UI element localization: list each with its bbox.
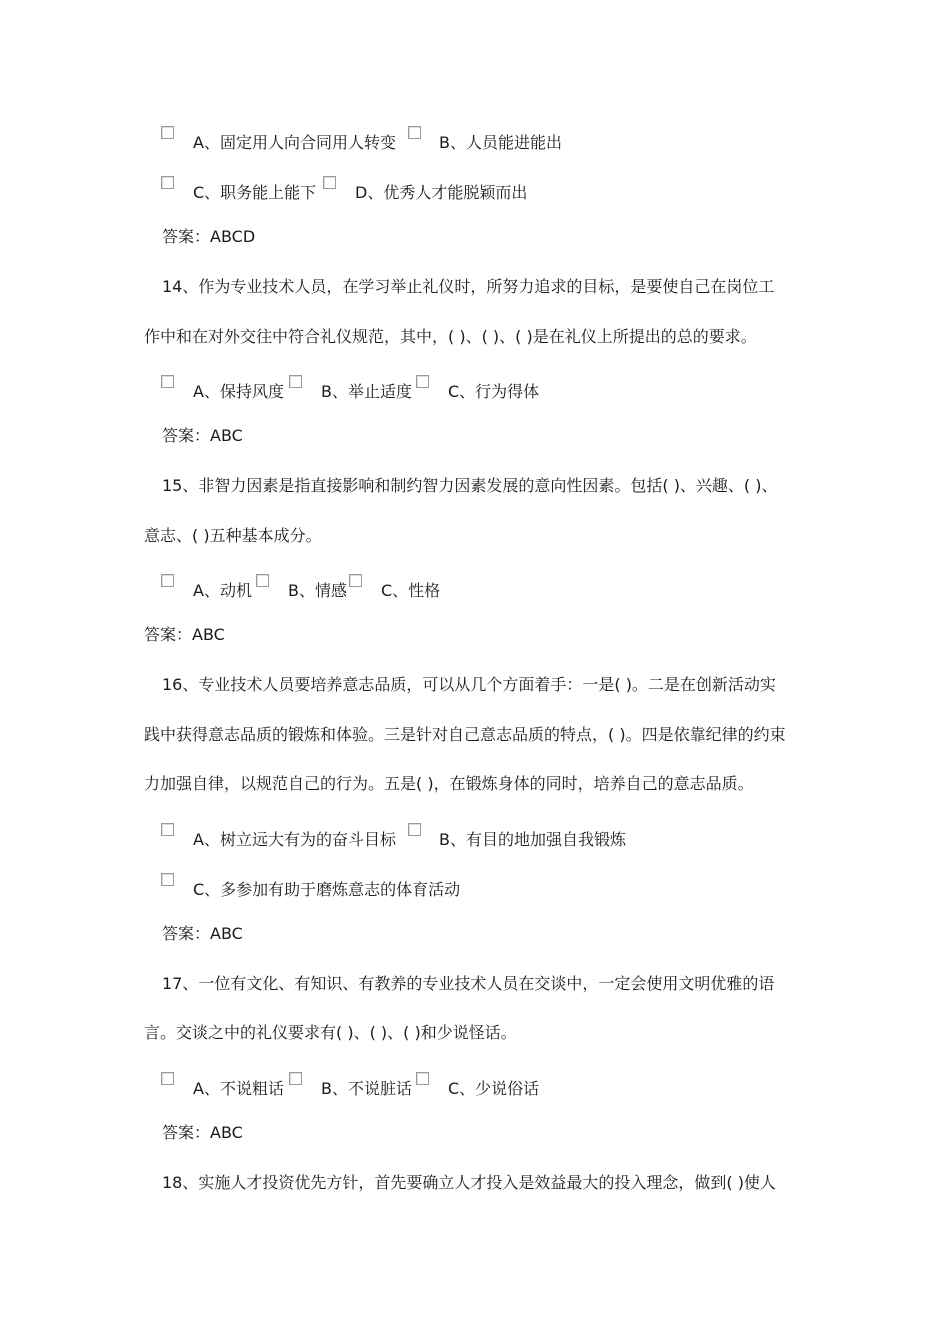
- checkbox-q13-d[interactable]: [323, 176, 336, 189]
- checkbox-q16-c[interactable]: [161, 873, 174, 886]
- option-q14-c: C、行为得体: [448, 382, 540, 401]
- checkbox-q15-b[interactable]: [256, 574, 269, 587]
- option-q14-a: A、保持风度: [193, 382, 284, 401]
- option-q16-a: A、树立远大有为的奋斗目标: [193, 830, 396, 849]
- option-q15-c: C、性格: [381, 581, 441, 600]
- checkbox-q14-b[interactable]: [289, 375, 302, 388]
- checkbox-q17-c[interactable]: [416, 1072, 429, 1085]
- answer-q14: 答案：ABC: [162, 426, 243, 445]
- option-q13-d: D、优秀人才能脱颖而出: [355, 183, 528, 202]
- option-q17-a: A、不说粗话: [193, 1079, 284, 1098]
- question-q16-line1: 16、专业技术人员要培养意志品质，可以从几个方面着手：一是( )。二是在创新活动实: [162, 675, 776, 694]
- option-q17-c: C、少说俗话: [448, 1079, 540, 1098]
- question-q16-line2: 践中获得意志品质的锻炼和体验。三是针对自己意志品质的特点，( )。四是依靠纪律的约束: [144, 725, 786, 744]
- question-q17-line1: 17、一位有文化、有知识、有教养的专业技术人员在交谈中，一定会使用文明优雅的语: [162, 974, 775, 993]
- checkbox-q14-c[interactable]: [416, 375, 429, 388]
- answer-q15: 答案：ABC: [144, 625, 225, 644]
- checkbox-q16-a[interactable]: [161, 823, 174, 836]
- option-q16-b: B、有目的地加强自我锻炼: [439, 830, 626, 849]
- option-q13-a: A、固定用人向合同用人转变: [193, 133, 396, 152]
- question-q14-line2: 作中和在对外交往中符合礼仪规范，其中，( )、( )、( )是在礼仪上所提出的总的要求。: [144, 327, 757, 346]
- checkbox-q15-c[interactable]: [349, 574, 362, 587]
- checkbox-q17-b[interactable]: [289, 1072, 302, 1085]
- checkbox-q17-a[interactable]: [161, 1072, 174, 1085]
- question-q15-line1: 15、非智力因素是指直接影响和制约智力因素发展的意向性因素。包括( )、兴趣、( )、: [162, 476, 778, 495]
- question-q18-line1: 18、实施人才投资优先方针，首先要确立人才投入是效益最大的投入理念，做到( )使人: [162, 1173, 776, 1192]
- question-q14-line1: 14、作为专业技术人员，在学习举止礼仪时，所努力追求的目标，是要使自己在岗位工: [162, 277, 775, 296]
- option-q16-c: C、多参加有助于磨炼意志的体育活动: [193, 880, 461, 899]
- question-q16-line3: 力加强自律，以规范自己的行为。五是( )，在锻炼身体的同时，培养自己的意志品质。: [144, 774, 754, 793]
- option-q17-b: B、不说脏话: [321, 1079, 412, 1098]
- checkbox-q13-a[interactable]: [161, 126, 174, 139]
- answer-q13: 答案：ABCD: [162, 227, 256, 246]
- checkbox-q13-c[interactable]: [161, 176, 174, 189]
- checkbox-q15-a[interactable]: [161, 574, 174, 587]
- answer-q16: 答案：ABC: [162, 924, 243, 943]
- checkbox-q14-a[interactable]: [161, 375, 174, 388]
- option-q15-a: A、动机: [193, 581, 252, 600]
- option-q13-b: B、人员能进能出: [439, 133, 562, 152]
- question-q17-line2: 言。交谈之中的礼仪要求有( )、( )、( )和少说怪话。: [144, 1023, 517, 1042]
- answer-q17: 答案：ABC: [162, 1123, 243, 1142]
- checkbox-q13-b[interactable]: [408, 126, 421, 139]
- option-q14-b: B、举止适度: [321, 382, 412, 401]
- option-q13-c: C、职务能上能下: [193, 183, 317, 202]
- checkbox-q16-b[interactable]: [408, 823, 421, 836]
- option-q15-b: B、情感: [288, 581, 347, 600]
- question-q15-line2: 意志、( )五种基本成分。: [144, 526, 322, 545]
